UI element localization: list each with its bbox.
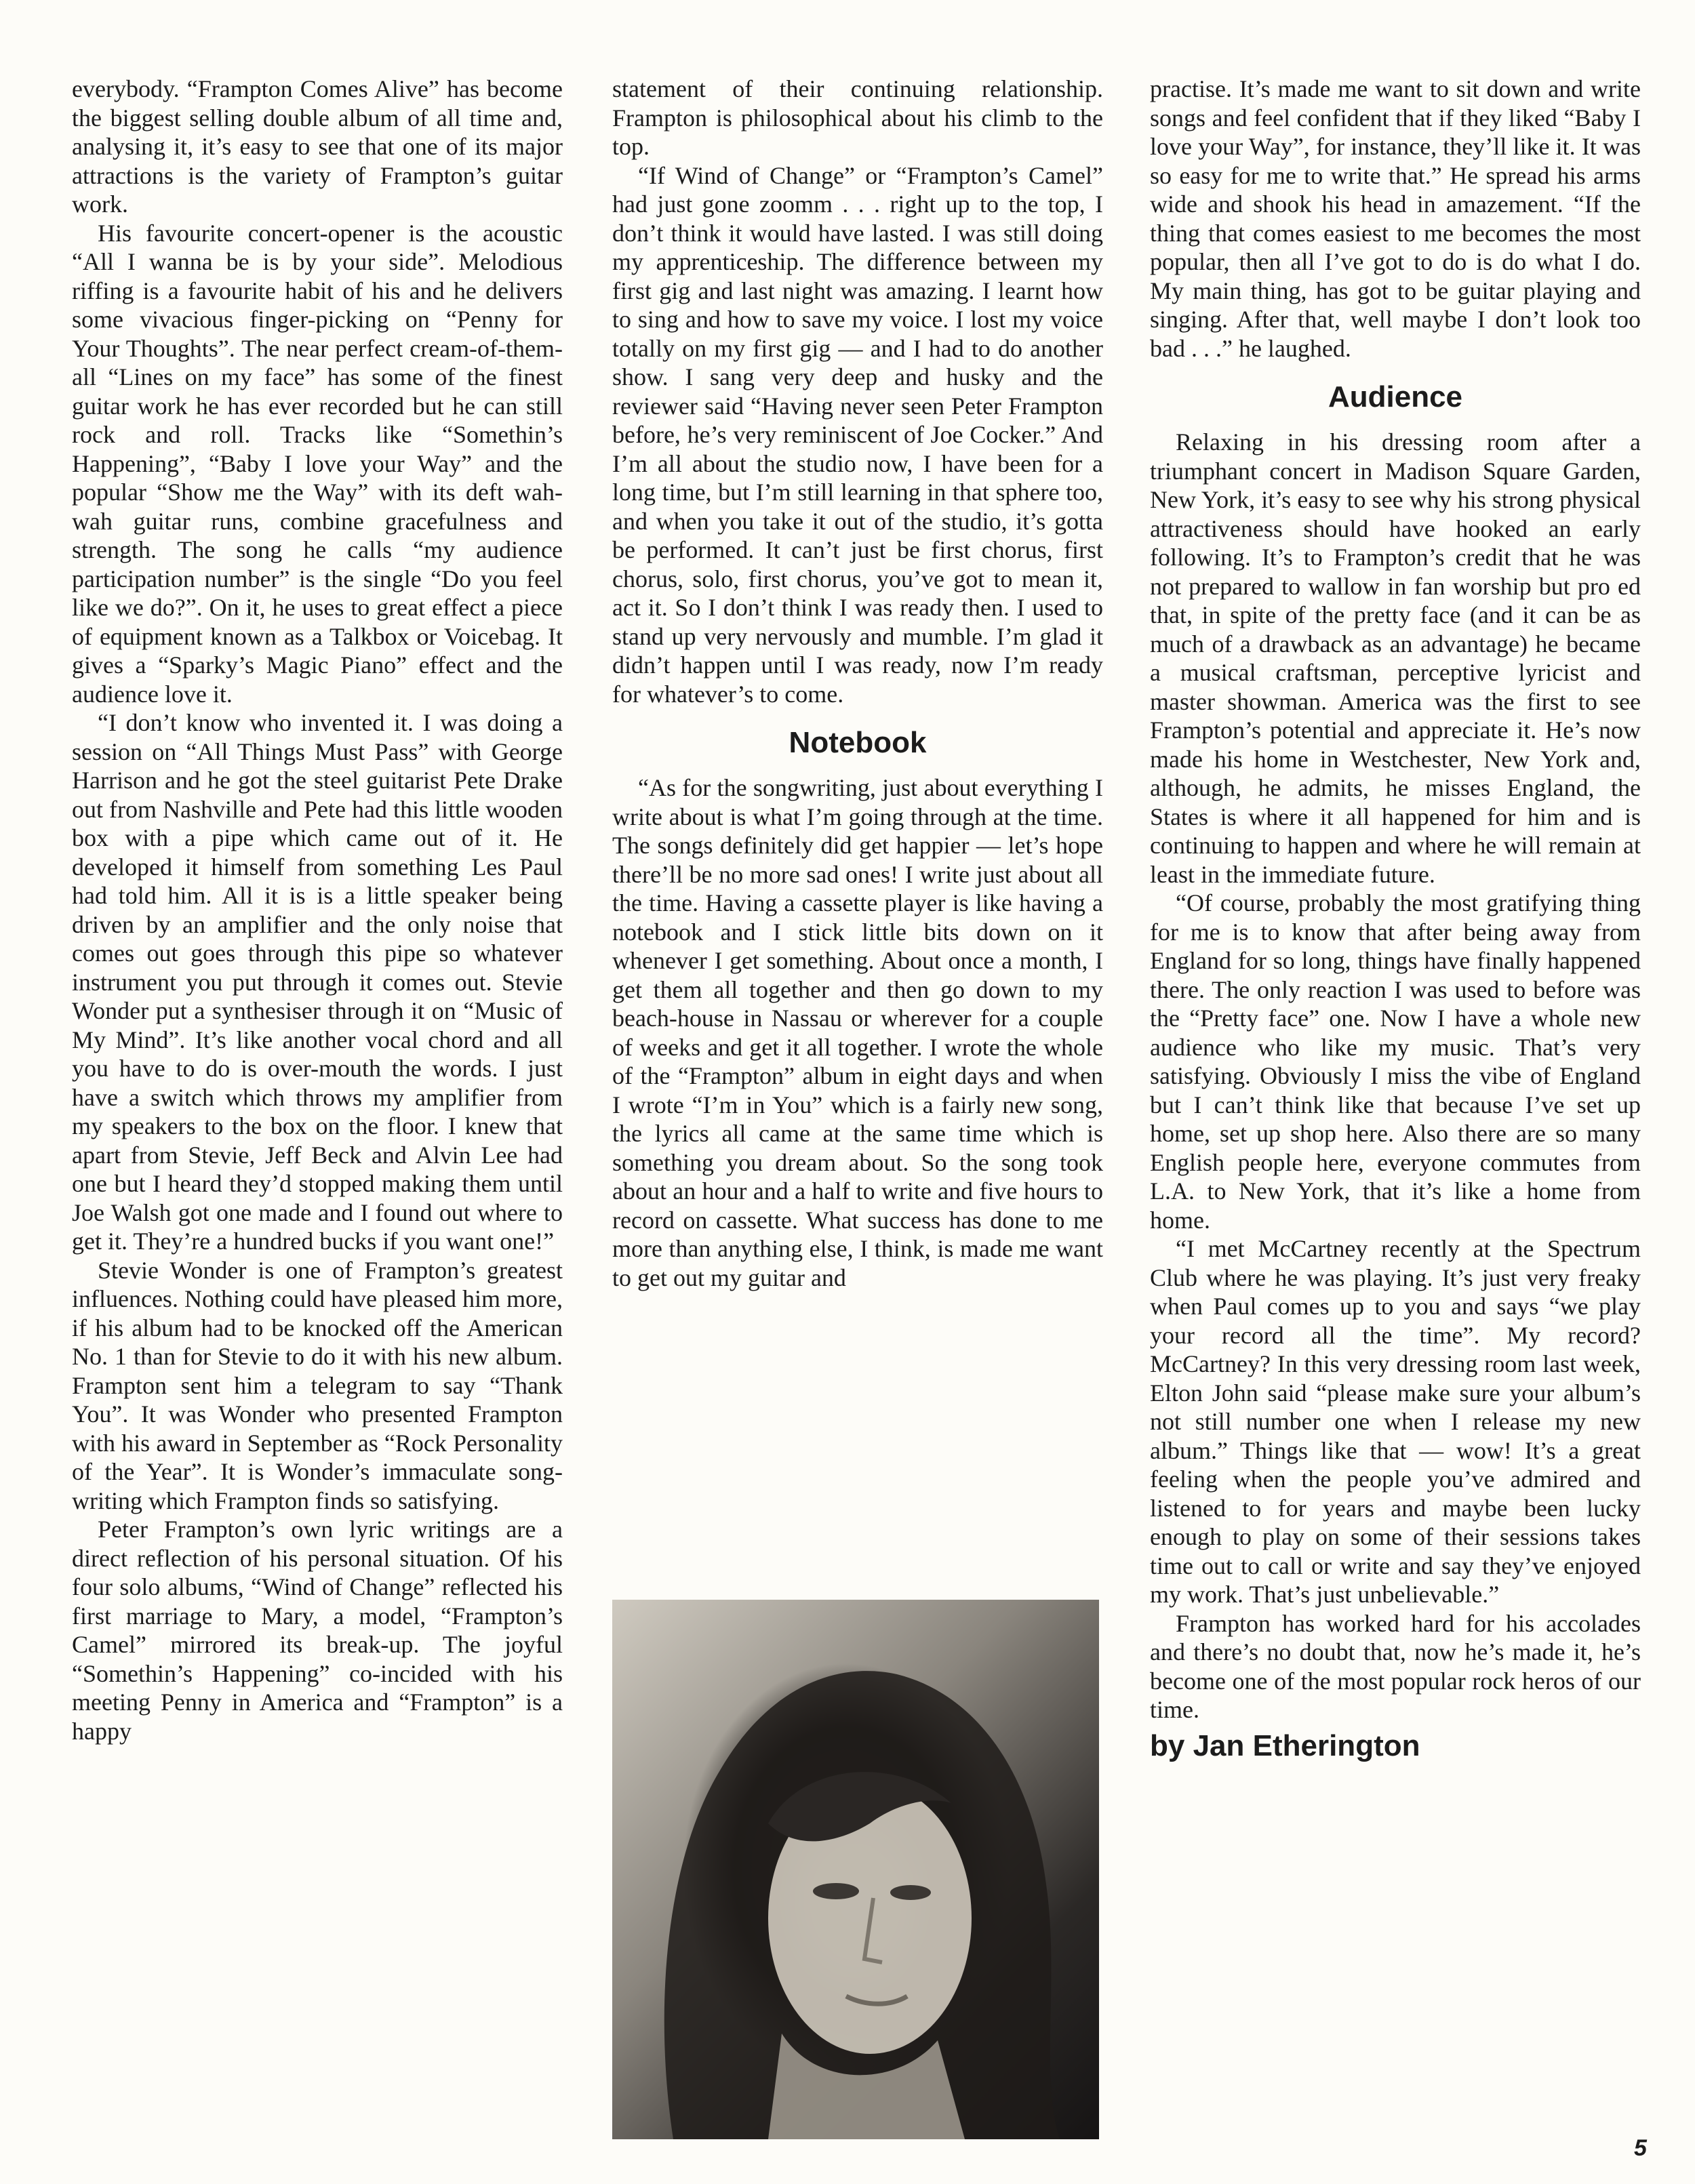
- paragraph: statement of their continuing relationship. Frampton is philosophical about his climb to the top.: [612, 75, 1103, 160]
- page-number: 5: [1634, 2135, 1647, 2161]
- paragraph: Relaxing in his dressing room after a triumphant concert in Madison Square Garden, New York, it’s easy to see why his strong physical attractiveness should have hooked an early following. It’s to Frampton’s credit that he was not prepared to wallow in fan worship but pro ed that, in spite of the pretty face (and it can be as much of a drawback as an advantage) he became a musical craftsman, perceptive lyricist and master showman. America was the first to see Frampton’s potential and appreciate it. He’s now made his home in Westchester, New York and, although, he admits, he misses England, the States is where it all happened for him and is continuing to happen and where he will remain at least in the immediate future.: [1150, 428, 1641, 888]
- portrait-photo-illustration: [612, 1600, 1099, 2139]
- paragraph: practise. It’s made me want to sit down and write songs and feel confident that if they liked “Baby I love your Way”, for instance, they’ll like it. It was so easy for me to write that.” He spread his arms wide and shook his head in amazement. “If the thing that comes easiest to me becomes the most popular, then all I’ve got to do is do what I do. My main thing, has got to be guitar playing and singing. After that, well maybe I don’t look too bad . . .” he laughed.: [1150, 75, 1641, 362]
- paragraph: “I don’t know who invented it. I was doing a session on “All Things Must Pass” with George Harrison and he got the steel guitarist Pete Drake out from Nashville and Pete had this little wooden box with a pipe which came out of it. He developed it himself from something Les Paul had told him. All it is is a little speaker being driven by an amplifier and the only noise that comes out goes through this pipe so whatever instrument you put through it comes out. Stevie Wonder put a synthesiser through it on “Music of My Mind”. It’s like another vocal chord and all you have to do is over-mouth the words. I just have a switch which throws my amplifier from my speakers to the box on the floor. I knew that apart from Stevie, Jeff Beck and Alvin Lee had one but I heard they’d stopped making them until Joe Walsh got one made and I found out where to get it. They’re a hundred bucks if you want one!”: [72, 709, 563, 1255]
- paragraph: everybody. “Frampton Comes Alive” has become the biggest selling double album of all time and, analysing it, it’s easy to see that one of its major attractions is the variety of Frampton’s guitar work.: [72, 75, 563, 218]
- article-column-3: [1150, 75, 1641, 1764]
- paragraph: Peter Frampton’s own lyric writings are a direct reflection of his personal situation. Of his four solo albums, “Wind of Change” reflected his first marriage to Mary, a model, “Frampton’s Camel” mirrored its break-up. The joyful “Somethin’s Happening” co-incided with his meeting Penny in America and “Frampton” is a happy: [72, 1516, 563, 1745]
- paragraph: “I met McCartney recently at the Spectrum Club where he was playing. It’s just very freaky when Paul comes up to you and says “we play your record all the time”. My record? McCartney? In this very dressing room last week, Elton John said “please make sure your album’s not still number one when I release my new album.” Things like that — wow! It’s a great feeling when the people you’ve admired and listened to for years and maybe been lucky enough to play on some of their sessions takes time out to call or write and say they’ve enjoyed my work. That’s just unbelievable.”: [1150, 1235, 1641, 1608]
- section-heading-audience: Audience: [1328, 380, 1463, 413]
- portrait-photo: [612, 1600, 1099, 2139]
- paragraph: “If Wind of Change” or “Frampton’s Camel” had just gone zoomm . . . right up to the top, I don’t think it would have lasted. I was still doing my apprenticeship. The difference between my first gig and last night was amazing. I learnt how to sing and how to save my voice. I lost my voice totally on my first gig — and I had to do another show. I sang very deep and husky and the reviewer said “Having never seen Peter Frampton before, he’s very reminiscent of Joe Cocker.” And I’m all about the studio now, I have been for a long time, but I’m still learning in that sphere too, and when you take it out of the studio, it’s gotta be performed. It can’t just be first chorus, first chorus, solo, first chorus, you’ve got to mean it, act it. So I don’t think I was ready then. I used to stand up very nervously and mumble. I’m glad it didn’t happen until I was ready, now I’m ready for whatever’s to come.: [612, 161, 1103, 708]
- article-column-2: [612, 75, 1103, 1292]
- paragraph: “As for the songwriting, just about everything I write about is what I’m going through at the time. The songs definitely did get happier — let’s hope there’ll be no more sad ones! I write just about all the time. Having a cassette player is like having a notebook and I stick little bits down on it whenever I get something. About once a month, I get them all together and then go down to my beach-house in Nassau or wherever for a couple of weeks and get it all together. I wrote the whole of the “Frampton” album in eight days and when I wrote “I’m in You” which is a fairly new song, the lyrics all came at the same time which is something you dream about. So the song took about an hour and a half to write and five hours to record on cassette. What success has done to me more than anything else, I think, is made me want to get out my guitar and: [612, 774, 1103, 1291]
- paragraph: Frampton has worked hard for his accolades and there’s no doubt that, now he’s made it, he’s become one of the most popular rock heros of our time.: [1150, 1609, 1641, 1723]
- paragraph: Stevie Wonder is one of Frampton’s greatest influences. Nothing could have pleased him more, if his album had to be knocked off the American No. 1 than for Stevie to do it with his new album. Frampton sent him a telegram to say “Thank You”. It was Wonder who presented Frampton with his award in September as “Rock Personality of the Year”. It is Wonder’s immaculate song-writing which Frampton finds so satisfying.: [72, 1256, 563, 1514]
- paragraph: His favourite concert-opener is the acoustic “All I wanna be is by your side”. Melodious riffing is a favourite habit of his and he delivers some vivacious finger-picking on “Penny for Your Thoughts”. The near perfect cream-of-them-all “Lines on my face” has some of the finest guitar work he has ever recorded but he can still rock and roll. Tracks like “Somethin’s Happening”, “Baby I love your Way” and the popular “Show me the Way” with its deft wah-wah guitar runs, combine gracefulness and strength. The song he calls “my audience participation number” is the single “Do you feel like we do?”. On it, he uses to great effect a piece of equipment known as a Talkbox or Voicebag. It gives a “Sparky’s Magic Piano” effect and the audience love it.: [72, 219, 563, 708]
- author-byline: by Jan Etherington: [1150, 1728, 1420, 1762]
- paragraph: “Of course, probably the most gratifying thing for me is to know that after being away from England for so long, things have finally happened there. The only reaction I was used to before was the “Pretty face” one. Now I have a whole new audience who like my music. That’s very satisfying. Obviously I miss the vibe of England but I can’t think like that because I’ve set up home, set up shop here. Also there are so many English people here, everyone commutes from L.A. to New York, that it’s like a home from home.: [1150, 889, 1641, 1234]
- section-heading-notebook: Notebook: [789, 726, 927, 759]
- article-column-1: [72, 75, 563, 1745]
